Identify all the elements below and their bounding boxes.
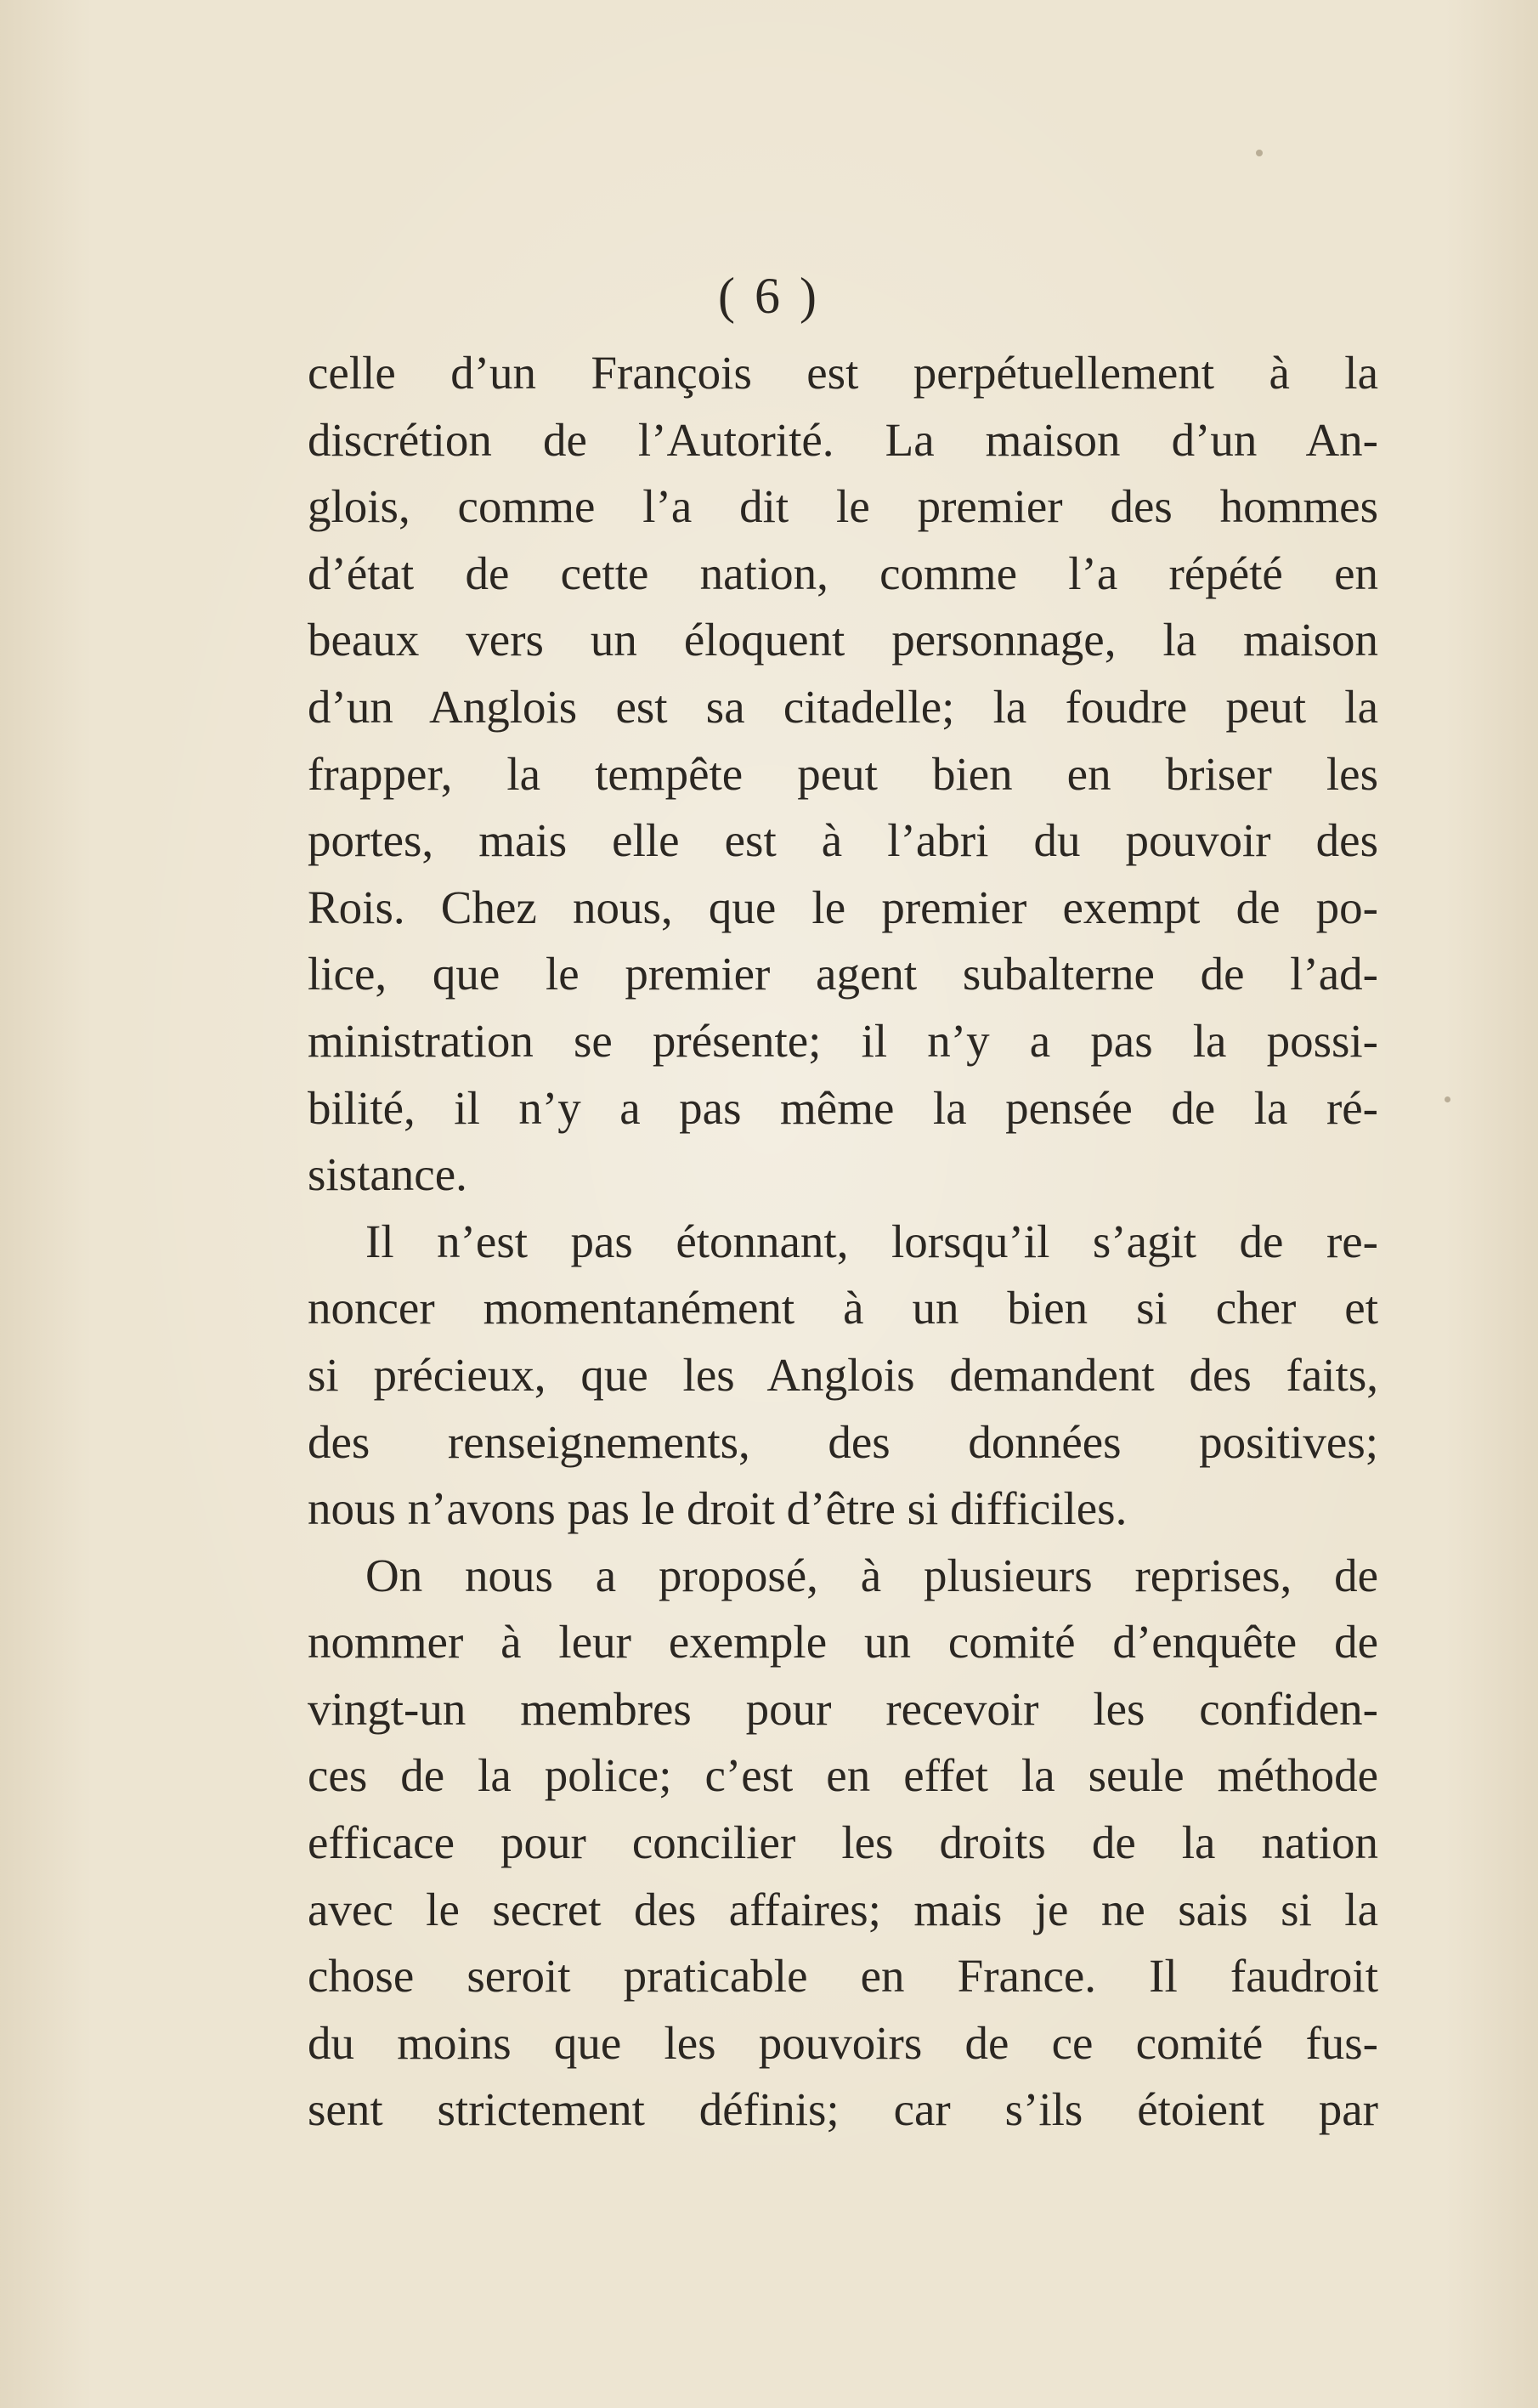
text-line: ministration se présente; il n’y a pas la possi- <box>308 1014 1378 1067</box>
text-line: chose seroit praticable en France. Il faudroit <box>308 1950 1378 2003</box>
text-line: glois, comme l’a dit le premier des hommes <box>308 480 1378 533</box>
text-line: bilité, il n’y a pas même la pensée de la ré- <box>308 1081 1378 1134</box>
text-line: des renseignements, des données positives; <box>308 1415 1378 1468</box>
text-line: nommer à leur exemple un comité d’enquête de <box>308 1616 1378 1669</box>
text-line: ces de la police; c’est en effet la seule méthode <box>308 1749 1378 1802</box>
paper-spot <box>1256 150 1263 156</box>
text-line: d’état de cette nation, comme l’a répété en <box>308 547 1378 599</box>
body-text <box>308 340 1378 2144</box>
text-line: discrétion de l’Autorité. La maison d’un An- <box>308 413 1378 466</box>
text-line: Il n’est pas étonnant, lorsqu’il s’agit de re- <box>365 1215 1378 1267</box>
text-line: beaux vers un éloquent personnage, la maison <box>308 614 1378 666</box>
text-line: avec le secret des affaires; mais je ne sais si la <box>308 1883 1378 1935</box>
text-line: sistance. <box>308 1148 467 1201</box>
text-line: portes, mais elle est à l’abri du pouvoir des <box>308 814 1378 867</box>
text-line: Rois. Chez nous, que le premier exempt de po- <box>308 881 1378 933</box>
text-line: si précieux, que les Anglois demandent des faits, <box>308 1348 1378 1401</box>
text-line: celle d’un François est perpétuellement à la <box>308 347 1378 399</box>
text-line: On nous a proposé, à plusieurs reprises, de <box>365 1549 1378 1601</box>
text-line: frapper, la tempête peut bien en briser les <box>308 747 1378 800</box>
text-line: sent strictement définis; car s’ils étoient par <box>308 2083 1378 2136</box>
page-number: ( 6 ) <box>718 268 820 324</box>
text-line: efficace pour concilier les droits de la nation <box>308 1816 1378 1869</box>
text-line: vingt-un membres pour recevoir les confiden- <box>308 1682 1378 1735</box>
text-line: nous n’avons pas le droit d’être si difficiles. <box>308 1482 1128 1535</box>
text-line: lice, que le premier agent subalterne de l’ad- <box>308 948 1378 1000</box>
text-line: noncer momentanément à un bien si cher et <box>308 1282 1378 1334</box>
text-line: du moins que les pouvoirs de ce comité fus- <box>308 2016 1378 2069</box>
text-line: d’un Anglois est sa citadelle; la foudre peut la <box>308 680 1378 733</box>
paper-spot <box>1445 1096 1450 1102</box>
